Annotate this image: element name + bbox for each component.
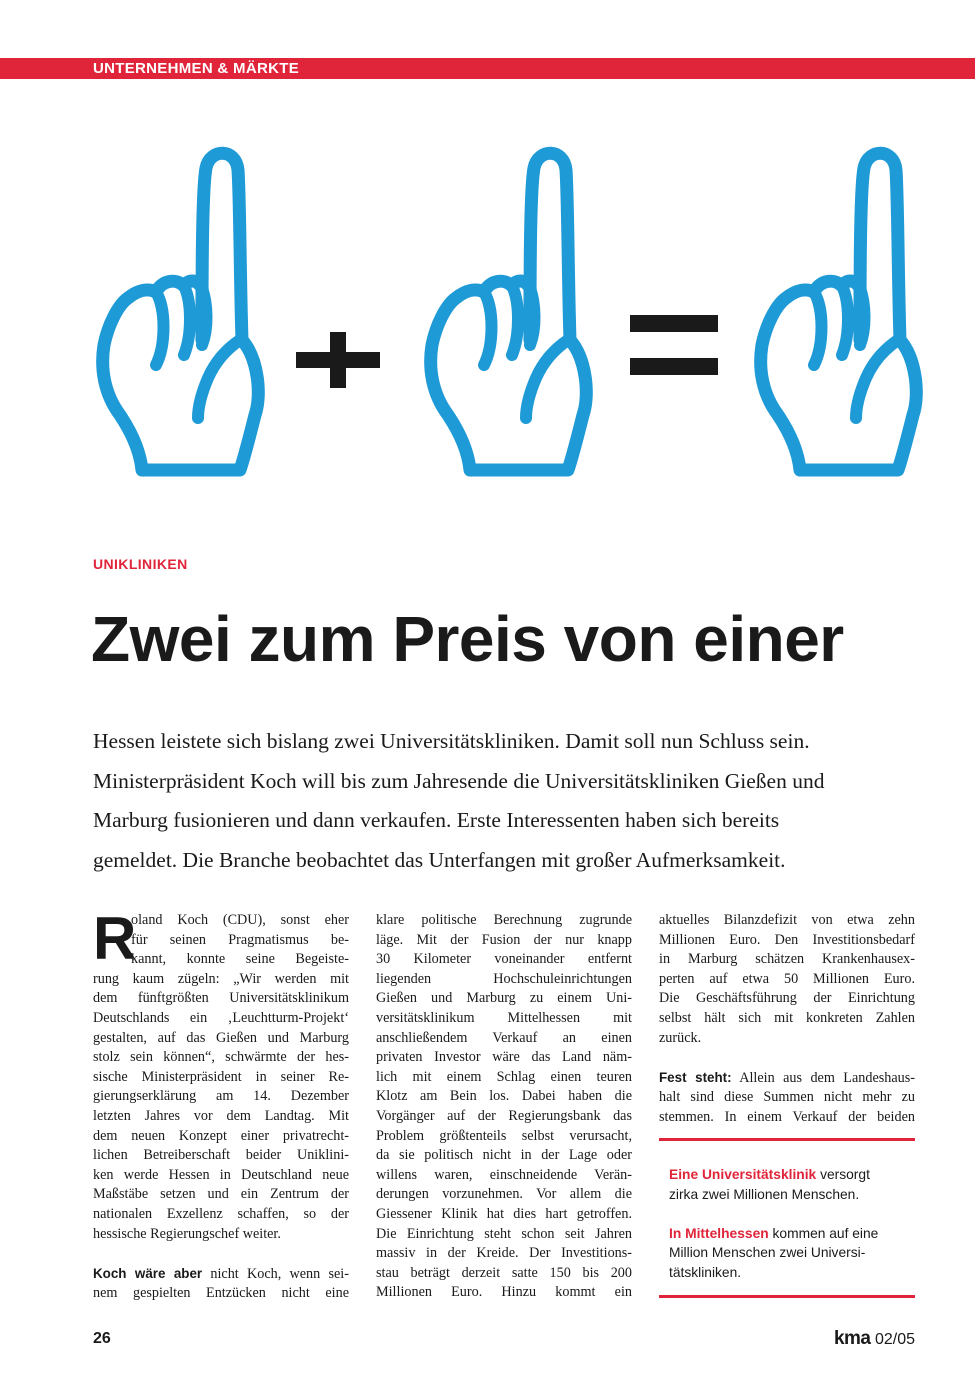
body-line: Giessener Klinik hat dies hart getroffen.	[376, 1205, 632, 1222]
body-line: hessische Regierungschef weiter.	[93, 1225, 281, 1242]
body-line: gierungserklärung am 14. Dezember	[93, 1088, 349, 1105]
body-line: Die Geschäftsführung der Einrichtung	[659, 990, 915, 1007]
equals-icon	[630, 315, 718, 375]
section-label: UNTERNEHMEN & MÄRKTE	[93, 60, 299, 77]
body-line: Die Einrichtung steht schon seit Jahren	[376, 1225, 632, 1242]
body-line: Maßstäbe setzen und ein Zentrum der	[93, 1186, 349, 1203]
body-line: lich mit einem Schlag einen teuren	[376, 1068, 632, 1085]
body-line: stolz sein können“, schwärmte der hes-	[93, 1049, 349, 1066]
body-line: aktuelles Bilanzdefizit von etwa zehn	[659, 912, 915, 928]
plus-icon	[296, 332, 380, 388]
body-line	[93, 1264, 349, 1285]
body-line: gestalten, auf das Gießen und Marburg	[93, 1029, 349, 1046]
issue-number: 02/05	[874, 1331, 915, 1348]
body-line: 30 Kilometer voneinander entfernt	[376, 951, 632, 968]
body-text: nicht Koch, wenn sei-	[202, 1265, 349, 1282]
body-line: Millionen Euro. Hinzu kommt ein	[376, 1284, 632, 1301]
pointing-hand-icon	[431, 153, 587, 470]
info-text: kommen auf eine	[768, 1225, 879, 1241]
body-line: dem neuen Konzept einer privatrecht-	[93, 1127, 349, 1144]
body-line: letzten Jahres vor dem Landtag. Mit	[93, 1107, 349, 1124]
body-line: sische Ministerpräsident in seiner Re-	[93, 1068, 349, 1085]
body-line: selbst hält sich mit konkreten Zahlen	[659, 1009, 915, 1026]
body-line: klare politische Berechnung zugrunde	[376, 912, 632, 928]
body-line: privaten Investor wäre das Land näm-	[376, 1049, 632, 1066]
subhead-lead-in: Koch wäre aber	[93, 1265, 203, 1281]
pointing-hand-icon	[761, 153, 917, 470]
body-line: läge. Mit der Fusion der nur knapp	[376, 931, 632, 948]
page-number: 26	[93, 1330, 111, 1347]
info-line: tätskliniken.	[669, 1264, 742, 1280]
body-line: da sie politisch nicht in der Lage oder	[376, 1147, 632, 1164]
body-line: Klotz am Bein los. Dabei haben die	[376, 1088, 632, 1105]
body-text: Allein aus dem Landeshaus-	[731, 1069, 915, 1086]
body-line: dem fünftgrößten Universitätsklinikum	[93, 990, 349, 1007]
body-line: versitätsklinikum Mittelhessen mit	[376, 1009, 632, 1026]
info-line	[669, 1165, 909, 1185]
magazine-logo: kma	[833, 1328, 871, 1349]
article-headline: Zwei zum Preis von einer	[91, 603, 844, 675]
info-text: versorgt	[816, 1167, 870, 1182]
section-bar	[0, 58, 975, 79]
body-column-3	[659, 911, 915, 1128]
body-line: zurück.	[659, 1029, 702, 1046]
footer-magazine	[834, 1328, 915, 1350]
body-line: Gießen und Marburg zu einem Uni-	[376, 990, 632, 1007]
body-line: anschließendem Verkauf an einen	[376, 1029, 632, 1046]
body-line: für seinen Pragmatismus be-	[131, 931, 349, 948]
lead-line: gemeldet. Die Branche beobachtet das Unterfangen mit großer Aufmerksamkeit.	[93, 847, 786, 872]
body-column-2	[376, 911, 632, 1303]
body-column-1	[93, 905, 349, 1304]
body-line: derungen vorzunehmen. Vor allem die	[376, 1186, 632, 1203]
body-line: perten auf etwa 50 Millionen Euro.	[659, 970, 915, 987]
lead-line: Ministerpräsident Koch will bis zum Jahresende die Universitätskliniken Gießen und	[93, 768, 825, 793]
info-highlight: Eine Universitätsklinik	[669, 1167, 817, 1182]
subhead-lead-in: Fest steht:	[659, 1069, 732, 1085]
info-line	[669, 1224, 909, 1244]
info-line: Million Menschen zwei Universi-	[669, 1245, 866, 1261]
article-kicker: UNIKLINIKEN	[93, 556, 188, 572]
article-lead	[93, 722, 913, 880]
drop-cap: R	[93, 905, 137, 972]
lead-line: Hessen leistete sich bislang zwei Universitätskliniken. Damit soll nun Schluss sein.	[93, 729, 810, 753]
body-line: nationalen Exzellenz schaffen, so der	[93, 1205, 349, 1222]
body-line: Millionen Euro. Den Investitionsbedarf	[659, 931, 915, 948]
body-line: ken werde Hessen in Deutschland neue	[93, 1166, 349, 1183]
body-line: stau beträgt derzeit satte 150 bis 200	[376, 1264, 632, 1281]
body-line: rung kaum zügeln: „Wir werden mit	[93, 970, 349, 987]
body-line: kannt, konnte seine Begeiste-	[131, 951, 349, 968]
pointing-hand-icon	[103, 153, 259, 470]
body-line: Problem größtenteils selbst verursacht,	[376, 1127, 632, 1144]
body-line: massiv in der Kreide. Der Investitions-	[376, 1245, 632, 1262]
body-line: halt sind diese Summen nicht mehr zu	[659, 1089, 915, 1106]
body-line: Vorgänger auf der Regierungsbank das	[376, 1107, 632, 1124]
info-box-top-rule	[659, 1138, 915, 1141]
body-line: nem gespielten Entzücken nicht eine	[93, 1285, 349, 1302]
hero-illustration	[80, 120, 940, 490]
info-box-bottom-rule	[659, 1295, 915, 1298]
info-box	[659, 1138, 915, 1298]
body-line: oland Koch (CDU), sonst eher	[131, 912, 349, 928]
body-line: stemmen. In einem Verkauf der beiden	[659, 1108, 915, 1125]
body-line: liegenden Hochschuleinrichtungen	[376, 970, 632, 987]
info-line: zirka zwei Millionen Menschen.	[669, 1186, 860, 1202]
body-line: lichen Betreiberschaft beider Uniklini-	[93, 1147, 349, 1164]
body-line: in Marburg schätzen Krankenhausex-	[659, 951, 915, 968]
lead-line: Marburg fusionieren und dann verkaufen. Erste Interessenten haben sich bereits	[93, 808, 780, 832]
body-line	[659, 1068, 915, 1089]
body-line: Deutschlands ein ‚Leuchtturm-Projekt‘	[93, 1009, 349, 1026]
info-box-text	[669, 1165, 909, 1283]
info-highlight: In Mittelhessen	[669, 1225, 769, 1241]
body-line: willens waren, einschneidende Verän-	[376, 1166, 632, 1183]
